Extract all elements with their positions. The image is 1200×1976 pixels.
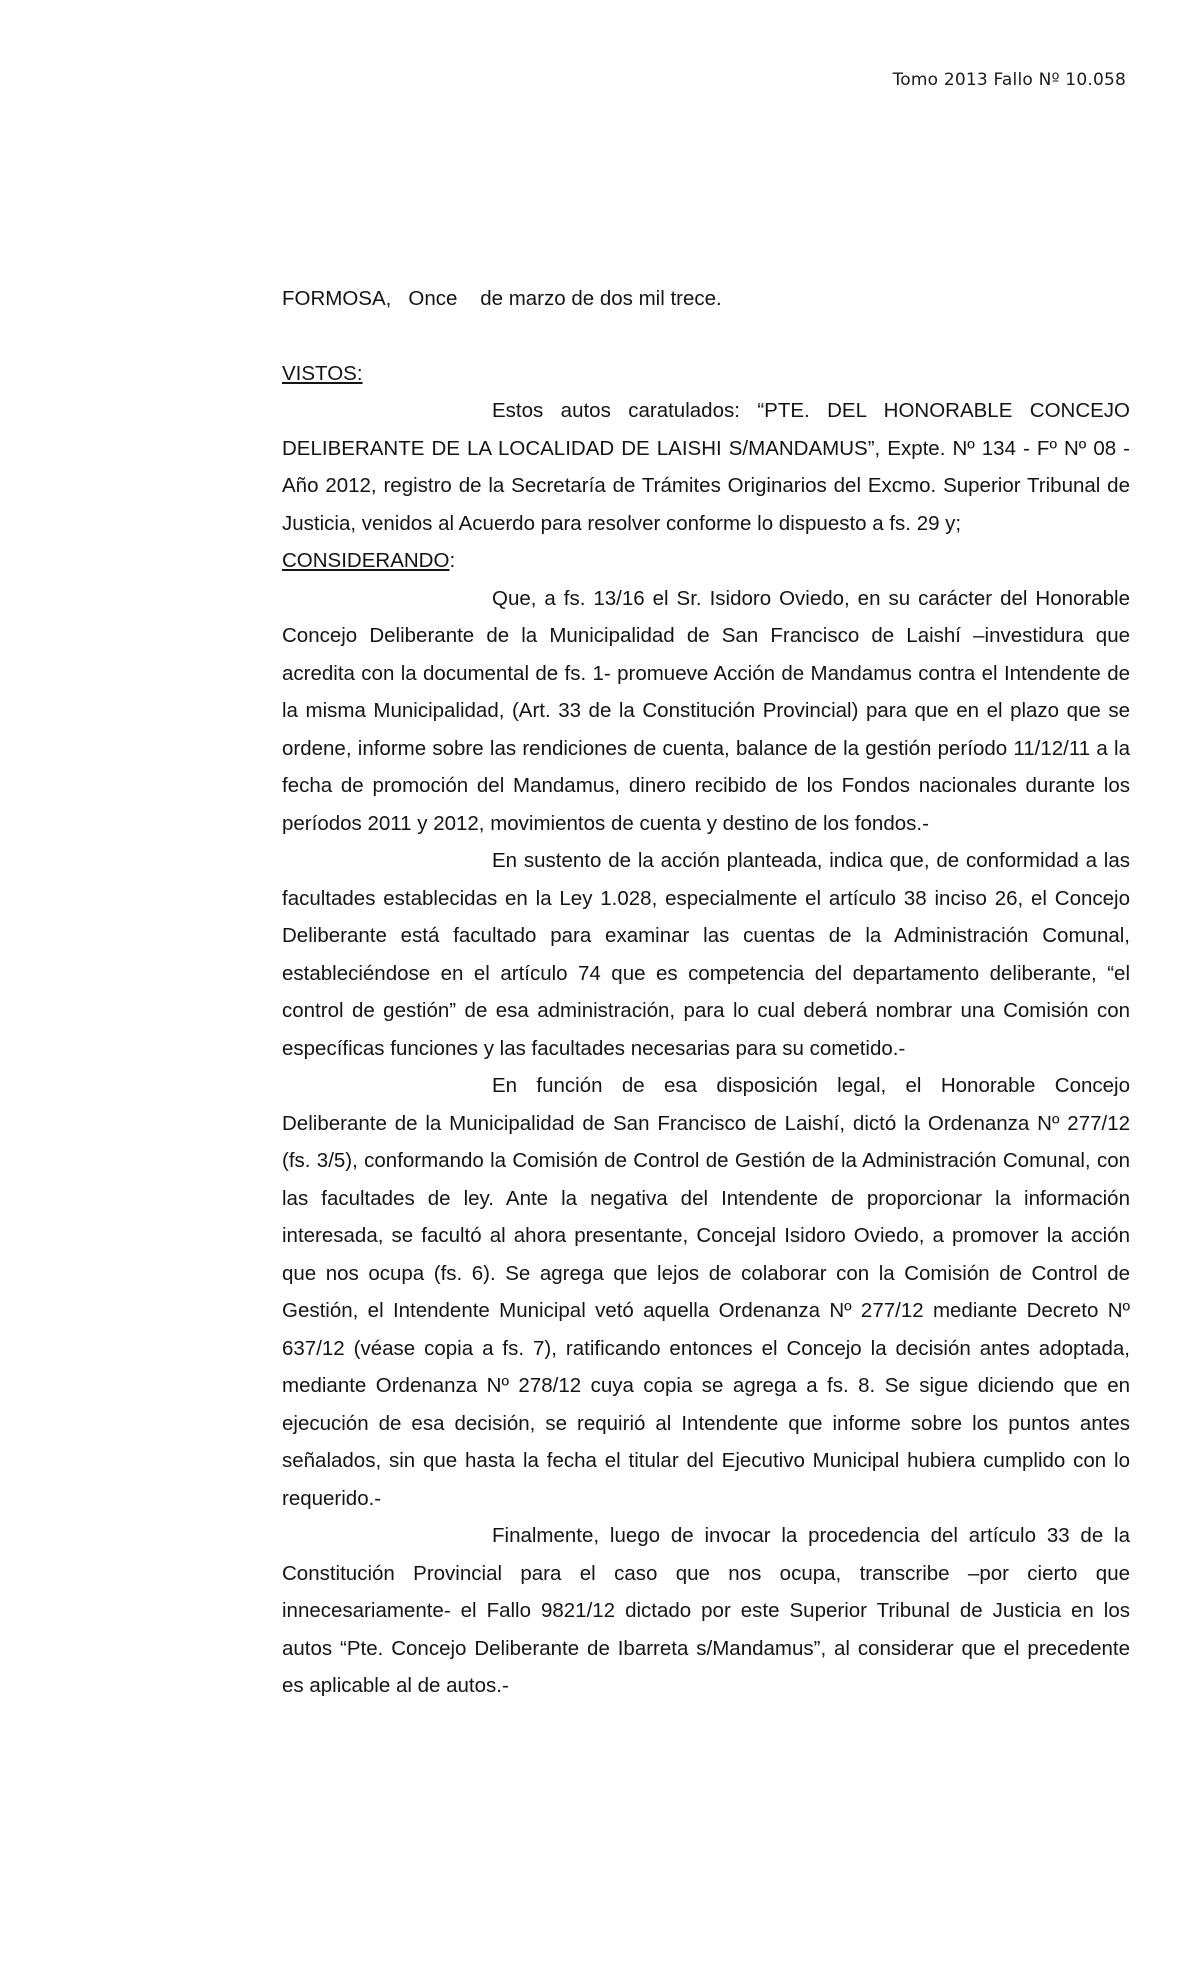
considerando-paragraph-4: Finalmente, luego de invocar la procedencia del artículo 33 de la Constitución Provincial para el caso que nos ocupa, transcribe –por cierto que innecesariamente- el Fallo 9821/12 dictado por este Superior Tribunal de Justicia en los autos “Pte. Concejo Deliberante de Ibarreta s/Mandamus”, al considerar que el precedente es aplicable al de autos.-: [282, 1524, 1130, 1697]
vistos-paragraph: Estos autos caratulados: “PTE. DEL HONORABLE CONCEJO DELIBERANTE DE LA LOCALIDAD DE LAISHI S/MANDAMUS”, Expte. Nº 134 - Fº Nº 08 - Año 2012, registro de la Secretaría de Trámites Originarios del Excmo. Superior Tribunal de Justicia, venidos al Acuerdo para resolver conforme lo dispuesto a fs. 29 y;: [282, 399, 1130, 535]
considerando-heading-row: [282, 542, 1130, 580]
considerando-colon: :: [449, 549, 456, 572]
dateline: FORMOSA, Once de marzo de dos mil trece.: [282, 287, 722, 310]
considerando-paragraph-3: En función de esa disposición legal, el Honorable Concejo Deliberante de la Municipalidad de San Francisco de Laishí, dictó la Ordenanza Nº 277/12 (fs. 3/5), conformando la Comisión de Control de Gestión de la Administración Comunal, con las facultades de ley. Ante la negativa del Intendente de proporcionar la información interesada, se facultó al ahora presentante, Concejal Isidoro Oviedo, a promover la acción que nos ocupa (fs. 6). Se agrega que lejos de colaborar con la Comisión de Control de Gestión, el Intendente Municipal vetó aquella Ordenanza Nº 277/12 mediante Decreto Nº 637/12 (véase copia a fs. 7), ratificando entonces el Concejo la decisión antes adoptada, mediante Ordenanza Nº 278/12 cuya copia se agrega a fs. 8. Se sigue diciendo que en ejecución de esa decisión, se requirió al Intendente que informe sobre los puntos antes señalados, sin que hasta la fecha el titular del Ejecutivo Municipal hubiera cumplido con lo requerido.-: [282, 1074, 1130, 1510]
considerando-heading: CONSIDERANDO: [282, 549, 450, 572]
vistos-heading: VISTOS:: [282, 361, 363, 385]
page-header-reference: Tomo 2013 Fallo Nº 10.058: [892, 70, 1126, 90]
considerando-paragraph-2: En sustento de la acción planteada, indica que, de conformidad a las facultades establecidas en la Ley 1.028, especialmente el artículo 38 inciso 26, el Concejo Deliberante está facultado para examinar las cuentas de la Administración Comunal, estableciéndose en el artículo 74 que es competencia del departamento deliberante, “el control de gestión” de esa administración, para lo cual deberá nombrar una Comisión con específicas funciones y las facultades necesarias para su cometido.-: [282, 849, 1130, 1060]
considerando-paragraph-1: Que, a fs. 13/16 el Sr. Isidoro Oviedo, en su carácter del Honorable Concejo Deliberante de la Municipalidad de San Francisco de Laishí –investidura que acredita con la documental de fs. 1- promueve Acción de Mandamus contra el Intendente de la misma Municipalidad, (Art. 33 de la Constitución Provincial) para que en el plazo que se ordene, informe sobre las rendiciones de cuenta, balance de la gestión período 11/12/11 a la fecha de promoción del Mandamus, dinero recibido de los Fondos nacionales durante los períodos 2011 y 2012, movimientos de cuenta y destino de los fondos.-: [282, 586, 1130, 835]
document-body: [282, 280, 1130, 1705]
